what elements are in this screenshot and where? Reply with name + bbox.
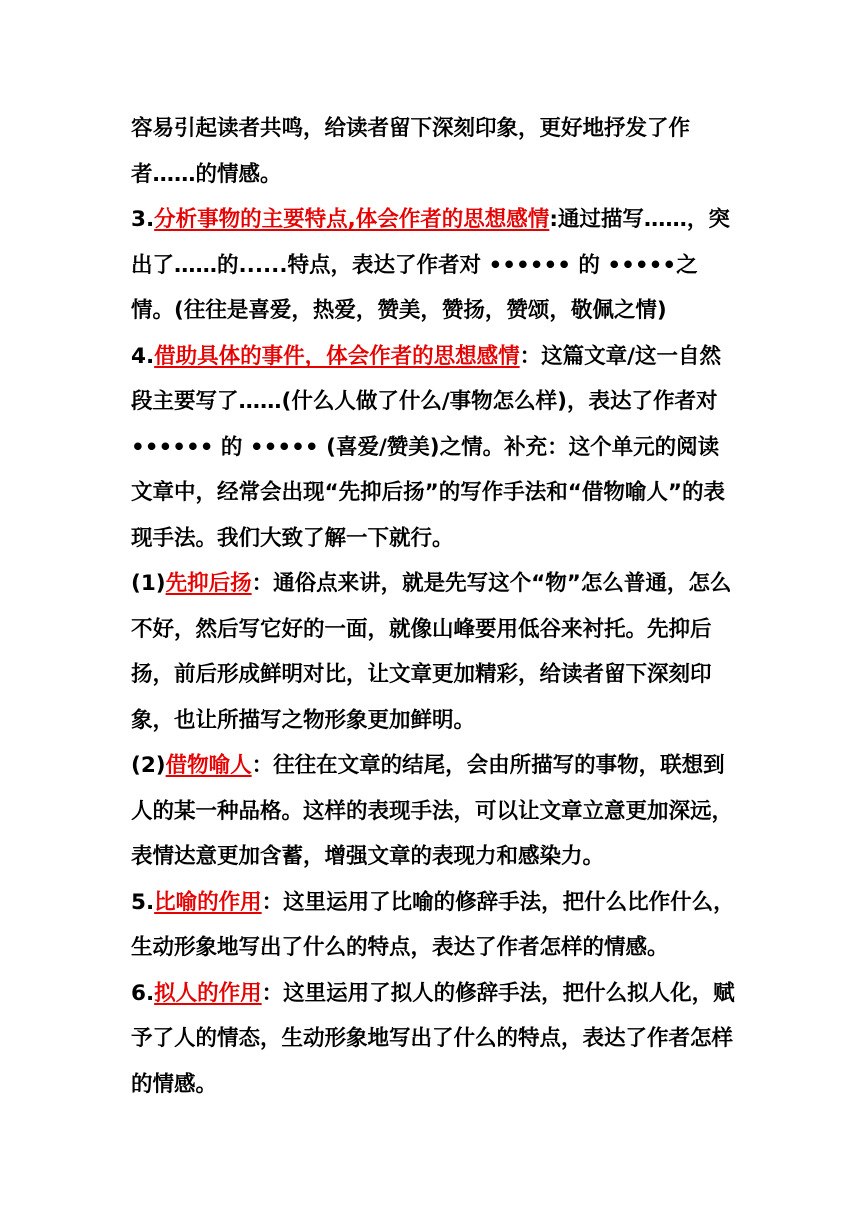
document-body xyxy=(131,106,737,1107)
item-3-paragraph xyxy=(131,197,737,334)
item-6-body: ：这里运用了拟人的修辞手法，把什么拟人化，赋予了人的情态，生动形象地写出了什么的特点，表达了作者怎样的情感。 xyxy=(131,980,735,1097)
item-5-heading: 比喻的作用 xyxy=(154,889,262,915)
item-3-body: :通过描写……，突出了……的......特点，表达了作者对 •••••• 的 •••••之情。(往往是喜爱，热爱，赞美，赞扬，赞颂，敬佩之情) xyxy=(131,207,730,323)
item-3-heading: 分析事物的主要特点,体会作者的思想感情 xyxy=(154,207,550,232)
sub-2-body: ：往往在文章的结尾，会由所描写的事物，联想到人的某一种品格。这样的表现手法，可以让文章立意更加深远，表情达意更加含蓄，增强文章的表现力和感染力。 xyxy=(131,753,734,869)
item-4-body: ：这篇文章/这一自然段主要写了……(什么人做了什么/事物怎么样)，表达了作者对 •••••• 的 ••••• (喜爱/赞美)之情。补充：这个单元的阅读文章中，经常会出现“先抑后扬”的写作手法和“借物喻人”的表现手法。我们大致了解一下就行。 xyxy=(131,343,726,551)
sub-2-paragraph xyxy=(131,743,737,880)
sub-1-number: (1) xyxy=(131,571,166,596)
intro-text: 容易引起读者共鸣，给读者留下深刻印象，更好地抒发了作者……的情感。 xyxy=(131,116,691,187)
sub-1-heading: 先抑后扬 xyxy=(165,571,252,596)
item-6-paragraph xyxy=(131,971,737,1108)
sub-1-paragraph xyxy=(131,561,737,743)
item-4-number: 4. xyxy=(131,343,155,369)
sub-2-heading: 借物喻人 xyxy=(165,753,252,778)
item-6-heading: 拟人的作用 xyxy=(154,980,262,1006)
item-5-number: 5. xyxy=(131,889,155,915)
item-3-number: 3. xyxy=(131,207,155,232)
item-4-heading: 借助具体的事件，体会作者的思想感情 xyxy=(154,343,520,369)
intro-paragraph xyxy=(131,106,737,197)
item-5-body: ：这里运用了比喻的修辞手法，把什么比作什么，生动形象地写出了什么的特点，表达了作者怎样的情感。 xyxy=(131,889,735,960)
item-6-number: 6. xyxy=(131,980,155,1006)
sub-1-body: ：通俗点来讲，就是先写这个“物”怎么普通，怎么不好，然后写它好的一面，就像山峰要用低谷来衬托。先抑后扬，前后形成鲜明对比，让文章更加精彩，给读者留下深刻印象，也让所描写之物形象更加鲜明。 xyxy=(131,571,732,733)
sub-2-number: (2) xyxy=(131,753,166,778)
item-4-paragraph xyxy=(131,334,737,562)
item-5-paragraph xyxy=(131,880,737,971)
